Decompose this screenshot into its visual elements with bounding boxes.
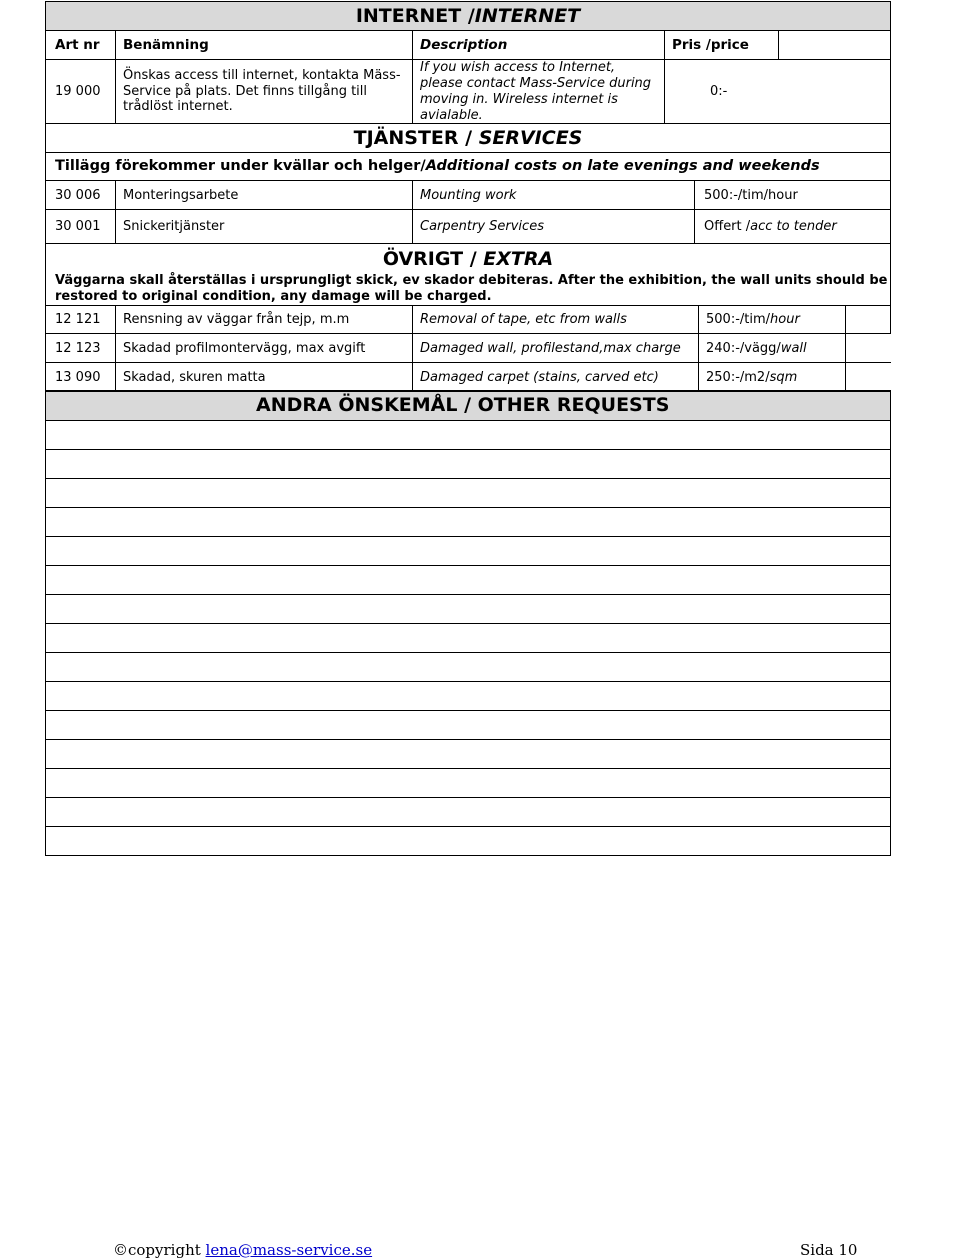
extra-title-en: EXTRA [483,248,554,270]
row-price: 500:-/tim/hour [704,188,798,203]
request-row[interactable] [45,739,891,768]
header-art-nr: Art nr [55,37,100,53]
row-desc: Damaged wall, profilestand,max charge [420,341,681,356]
row-name: Skadad, skuren matta [123,370,266,385]
row-name: Snickeritjänster [123,219,225,234]
request-row[interactable] [45,652,891,681]
extra-note-line: restored to original condition, any damage will be charged. [55,289,492,304]
row-price-sv: 250:-/m2/ [706,370,770,385]
internet-desc-line: If you wish access to Internet, [420,60,616,75]
request-row[interactable] [45,826,891,856]
copyright-label: copyright [128,1241,206,1259]
services-title-sv: TJÄNSTER / [353,127,479,149]
row-name: Rensning av väggar från tejp, m.m [123,312,350,327]
divider [412,180,413,209]
row-art-nr: 30 006 [55,188,101,203]
divider [694,180,695,209]
request-row[interactable] [45,449,891,478]
request-row[interactable] [45,623,891,652]
row-price-sv: 500:-/tim/ [706,312,771,327]
header-description: Description [420,37,508,53]
footer-copyright [113,1240,372,1260]
request-row[interactable] [45,710,891,739]
page-number: Sida 10 [800,1241,858,1259]
internet-name-line: trådlöst internet. [123,99,233,114]
services-note-en: Additional costs on late evenings and weekends [425,158,820,174]
divider [115,59,116,123]
extra-title-sv: ÖVRIGT / [382,248,484,270]
divider [778,30,779,59]
internet-section-title [45,5,891,27]
internet-price: 0:- [710,84,728,99]
row-price [704,219,837,234]
requests-section-title: ANDRA ÖNSKEMÅL / OTHER REQUESTS [256,394,670,416]
internet-name-line: Service på plats. Det finns tillgång till [123,84,368,99]
divider [115,209,116,243]
row-name: Skadad profilmontervägg, max avgift [123,341,366,356]
request-row[interactable] [45,478,891,507]
divider [664,30,665,59]
extra-section-title [45,248,891,270]
services-note [55,158,820,175]
row-price [706,312,800,327]
row-price-en: sqm [769,370,798,385]
services-title-band [45,123,891,152]
services-note-sv: Tillägg förekommer under kvällar och helger/ [55,158,426,174]
header-benamning: Benämning [123,37,209,53]
row-price-en: wall [780,341,807,356]
request-row[interactable] [45,565,891,594]
request-row[interactable] [45,681,891,710]
request-row[interactable] [45,420,891,449]
internet-title-sv: INTERNET / [355,5,475,27]
row-desc: Carpentry Services [420,219,544,234]
request-row[interactable] [45,594,891,623]
row-price [706,341,807,356]
divider [115,30,116,59]
divider [412,30,413,59]
request-row[interactable] [45,768,891,797]
divider [412,59,413,123]
internet-desc-line: moving in. Wireless internet is [420,92,618,107]
row-name: Monteringsarbete [123,188,239,203]
divider [664,59,665,123]
internet-name-line: Önskas access till internet, kontakta Mäss- [123,68,401,83]
row-art-nr: 12 121 [55,312,101,327]
copyright-icon: © [113,1241,128,1259]
internet-desc-line: please contact Mass-Service during [420,76,652,91]
internet-art-nr: 19 000 [55,84,101,99]
services-title-en: SERVICES [478,127,583,149]
divider [115,180,116,209]
request-row[interactable] [45,507,891,536]
internet-desc-line: avialable. [420,108,483,123]
request-row[interactable] [45,536,891,565]
extra-note-line: Väggarna skall återställas i ursprungligt skick, ev skador debiteras. After the exhibition, the wall units should be [55,273,888,288]
divider [412,209,413,243]
row-art-nr: 30 001 [55,219,101,234]
request-row[interactable] [45,797,891,826]
internet-title-en: INTERNET [474,5,581,27]
row-desc: Mounting work [420,188,517,203]
row-art-nr: 13 090 [55,370,101,385]
row-price [706,370,797,385]
row-desc: Removal of tape, etc from walls [420,312,627,327]
row-art-nr: 12 123 [55,341,101,356]
header-price: Pris /price [672,37,749,53]
divider [694,209,695,243]
row-desc: Damaged carpet (stains, carved etc) [420,370,659,385]
row-price-sv: Offert / [704,219,751,234]
row-price-en: acc to tender [750,219,837,234]
row-price-en: hour [770,312,800,327]
email-link[interactable]: lena@mass-service.se [205,1241,373,1259]
row-price-sv: 240:-/vägg/ [706,341,781,356]
